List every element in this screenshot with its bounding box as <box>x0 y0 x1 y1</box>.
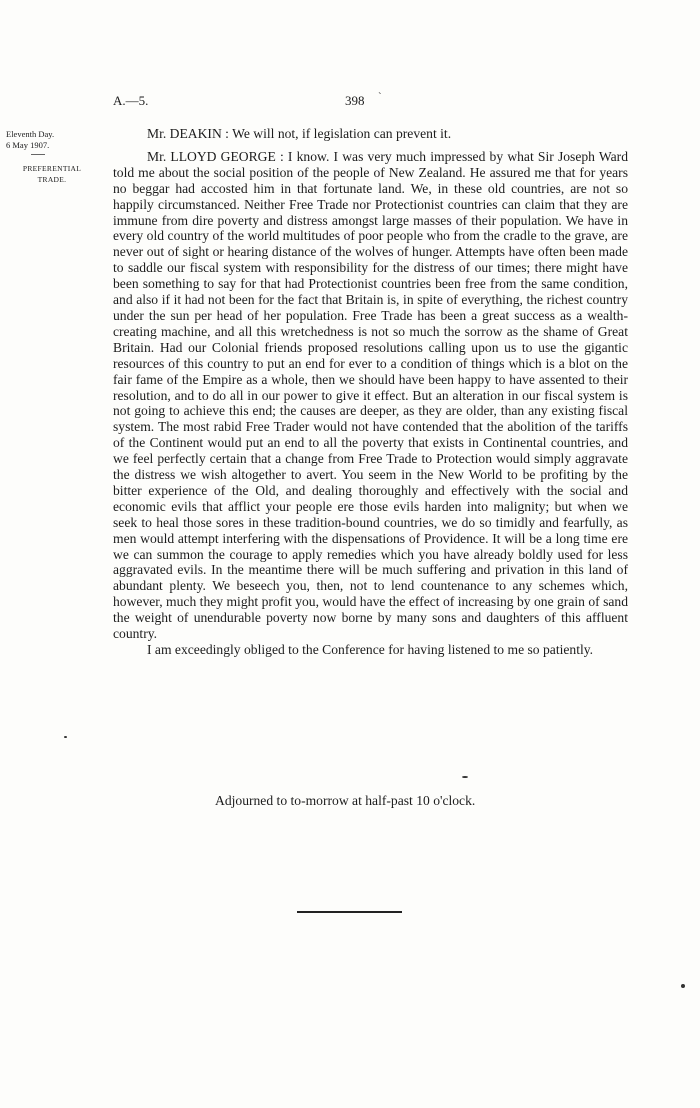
margin-topic-line2: TRADE. <box>37 175 67 184</box>
body-text <box>113 126 628 658</box>
page-number: 398 <box>345 93 365 108</box>
ink-speck <box>64 736 67 738</box>
paragraph-text: I am exceedingly obliged to the Conference for having listened to me so patiently. <box>147 642 594 657</box>
paragraph-deakin <box>113 126 628 142</box>
page-header <box>113 93 628 109</box>
speaker-name: Mr. LLOYD GEORGE <box>147 148 276 164</box>
paragraph-lloyd-george <box>113 149 628 642</box>
header-mark: ` <box>378 91 382 103</box>
margin-divider <box>31 154 45 155</box>
paragraph-closing <box>113 642 628 658</box>
paragraph-text: : I know. I was very much impressed by what Sir Joseph Ward told me about the social position of the people of New Zealand. He assured me that for years no beggar had accosted him in that fortunate land. We, in these old countries, are not so happily circumstanced. Neither Free Trade nor Protectionist countries can claim that they are immune from dire poverty and distress amongst large masses of their population. We have in every old country of the world multitudes of poor people who from the cradle to the grave, are never out of sight or hearing distance of the wolves of hunger. Attempts have often been made to saddle our fiscal system with responsibility for the distress of our times; there might have been something to say for that had Protectionist countries been free from the same condition, and also if it had not been for the fact that Britain is, in spite of everything, the richest country under the sun per head of her population. Free Trade has been a great success as a wealth-creating machine, and all this wretchedness is not so much the sorrow as the shame of Great Britain. Had our Colonial friends proposed resolutions calling upon us to use the gigantic resources of this country to put an end for ever to a condition of things which is a blot on the fair fame of the Empire as a whole, then we should have been happy to have assented to their resolution, and to do all in our power to give it effect. But an alteration in our fiscal system is not going to achieve this end; the causes are deeper, as they are older, than any existing fiscal system. The most rabid Free Trader would not have contended that the abolition of the tariffs of the Continent would put an end to all the poverty that exists in Continental countries, and we feel perfectly certain that a change from Free Trade to Protection would simply aggravate the distress we wish altogether to avert. You seem in the New World to be profiting by the bitter experience of the Old, and dealing thoroughly and effectively with the social and economic evils that afflict your people ere those evils harden into malignity; but when we seek to heal those sores in these tradition-bound countries, we do so timidly and fearfully, as men would attempt interfering with the dispensations of Providence. It will be a long time ere we can summon the courage to apply remedies which you have already boldly used for less aggravated evils. In the meantime there will be much suffering and privation in this land of abundant plenty. We beseech you, then, not to lend countenance to any schemes which, however, much they might profit you, would have the effect of increasing by one grain of sand the weight of unendurable poverty now borne by many sons and daughters of this affluent country. <box>113 148 628 642</box>
paragraph-text: : We will not, if legislation can prevent it. <box>221 126 452 141</box>
speaker-name: Mr. DEAKIN <box>147 126 222 141</box>
ink-speck <box>681 984 685 988</box>
margin-date: 6 May 1907. <box>6 140 50 150</box>
ink-speck <box>462 776 468 778</box>
margin-day: Eleventh Day. <box>6 129 55 139</box>
paper-id: A.—5. <box>113 93 149 108</box>
adjournment-note: Adjourned to to-morrow at half-past 10 o'clock. <box>215 793 476 808</box>
margin-date-note <box>6 129 98 151</box>
margin-topic-line1: PREFERENTIAL <box>22 164 82 173</box>
margin-topic-note <box>6 163 98 185</box>
end-rule <box>297 911 402 913</box>
